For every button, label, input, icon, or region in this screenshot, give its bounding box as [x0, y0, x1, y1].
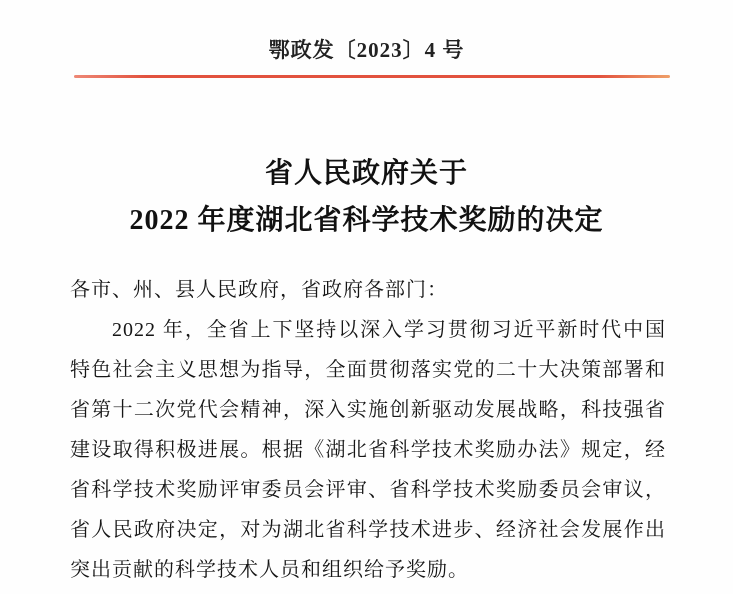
document-title — [0, 150, 733, 244]
title-line-1: 省人民政府关于 — [264, 158, 468, 189]
paragraph-line: 省第十二次党代会精神，深入实施创新驱动发展战略，科技强省 — [70, 399, 666, 421]
paragraph-line: 建设取得积极进展。根据《湖北省科学技术奖励办法》规定，经 — [70, 439, 666, 461]
paragraph-line: 省科学技术奖励评审委员会评审、省科学技术奖励委员会审议， — [70, 479, 666, 501]
title-line-2: 2022 年度湖北省科学技术奖励的决定 — [129, 205, 604, 236]
red-divider-line — [74, 75, 670, 78]
paragraph-line: 2022 年，全省上下坚持以深入学习贯彻习近平新时代中国 — [112, 319, 666, 341]
paragraph-line: 特色社会主义思想为指导，全面贯彻落实党的二十大决策部署和 — [70, 359, 666, 381]
document-number: 鄂政发〔2023〕4 号 — [268, 38, 465, 62]
paragraph-line: 突出贡献的科学技术人员和组织给予奖励。 — [70, 559, 469, 581]
paragraph-line: 省人民政府决定，对为湖北省科学技术进步、经济社会发展作出 — [70, 519, 666, 541]
body-paragraph — [70, 310, 666, 590]
document-body — [70, 270, 666, 590]
salutation-line: 各市、州、县人民政府，省政府各部门： — [70, 279, 448, 301]
